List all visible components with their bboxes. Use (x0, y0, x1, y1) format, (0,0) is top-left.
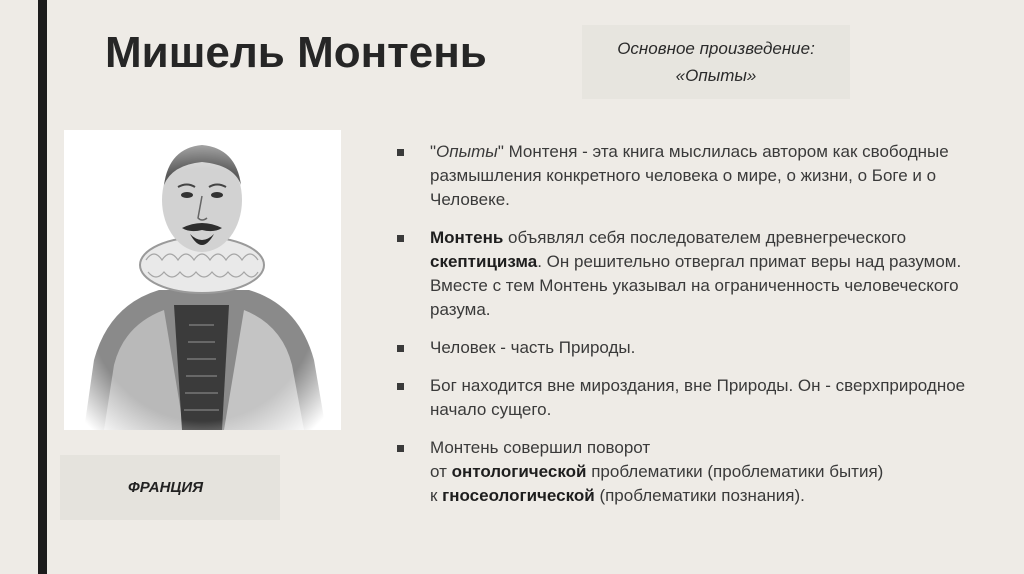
country-label: ФРАНЦИЯ (128, 479, 204, 496)
list-item: Монтень объявлял себя последователем древнегреческого скептицизма. Он решительно отвергал примат веры над разумом. Вместе с тем Монтень указывал на ограниченность человеческого разума. (395, 226, 985, 322)
list-item: Человек - часть Природы. (395, 336, 985, 360)
main-work-box (582, 25, 850, 99)
list-item: "Опыты" Монтеня - эта книга мыслилась автором как свободные размышления конкретного человека о мире, о жизни, о Боге и о Человеке. (395, 140, 985, 212)
montaigne-portrait (64, 130, 341, 430)
square-bullet-icon (397, 235, 404, 242)
square-bullet-icon (397, 445, 404, 452)
main-work-name: «Опыты» (675, 66, 757, 85)
country-box (60, 455, 280, 520)
left-accent-bar (38, 0, 47, 574)
points-list (395, 140, 985, 522)
square-bullet-icon (397, 345, 404, 352)
list-item: Монтень совершил поворот от онтологической проблематики (проблематики бытия) к гносеологической (проблематики познания). (395, 436, 985, 508)
main-work-label: Основное произведение: (617, 39, 815, 58)
slide-title: Мишель Монтень (105, 28, 487, 77)
square-bullet-icon (397, 383, 404, 390)
list-item: Бог находится вне мироздания, вне Природы. Он - сверхприродное начало сущего. (395, 374, 985, 422)
portrait-engraving (64, 130, 341, 430)
square-bullet-icon (397, 149, 404, 156)
